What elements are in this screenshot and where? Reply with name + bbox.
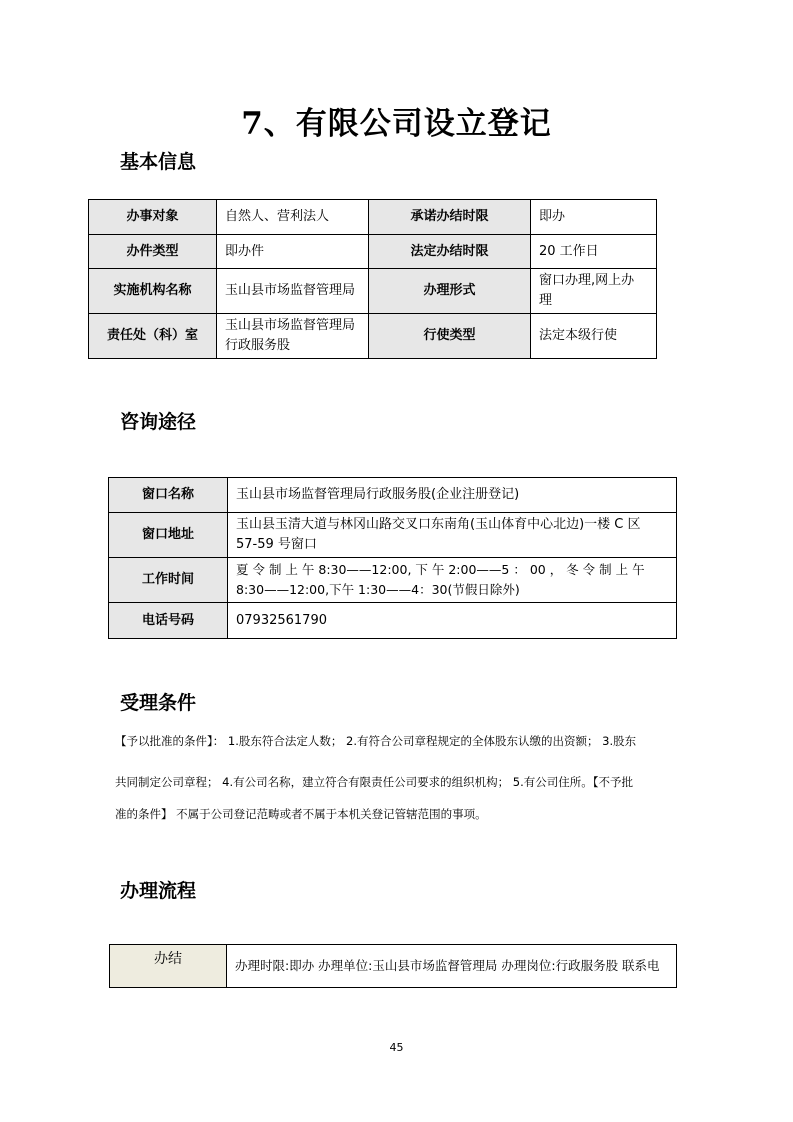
cell-label: 实施机构名称: [89, 269, 217, 314]
cell-label: 责任处（科）室: [89, 314, 217, 359]
cell-value: [531, 269, 657, 314]
cell-value-line: 57-59 号窗口: [236, 537, 317, 552]
cell-value-line: 玉山县玉清大道与林冈山路交叉口东南角(玉山体育中心北边)一楼 C 区: [236, 517, 641, 532]
cell-value: 20 工作日: [531, 235, 657, 269]
cell-value: 玉山县市场监督管理局行政服务股(企业注册登记): [228, 478, 677, 513]
cell-label: 工作时间: [109, 558, 228, 603]
table-row: [89, 235, 657, 269]
cell-value-line: 窗口办理,网上办: [539, 273, 635, 288]
table-row: [110, 945, 677, 988]
cell-label: 办理形式: [369, 269, 531, 314]
section-heading-conditions: 受理条件: [120, 692, 197, 714]
cell-value-line: 玉山县市场监督管理局: [225, 318, 356, 333]
cell-value: 玉山县市场监督管理局: [217, 269, 369, 314]
cell-label: 承诺办结时限: [369, 200, 531, 235]
cell-value: 即办件: [217, 235, 369, 269]
cell-value-line: 8:30——12:00,下午 1:30——4：30(节假日除外): [236, 582, 520, 597]
page-title: 7、有限公司设立登记: [241, 106, 552, 142]
cell-label: 电话号码: [109, 603, 228, 639]
cell-value-line: 夏 令 制 上 午 8:30——12:00, 下 午 2:00——5 ： 00 ， 冬 令 制 上 午: [236, 562, 645, 577]
conditions-line-3: 准的条件】 不属于公司登记范畴或者不属于本机关登记管辖范围的事项。: [115, 807, 487, 821]
cell-value-line: 行政服务股: [225, 338, 291, 353]
conditions-line-1: 【予以批准的条件】： 1.股东符合法定人数； 2.有符合公司章程规定的全体股东认缴的出资额； 3.股东: [115, 734, 637, 748]
section-heading-basic-info: 基本信息: [120, 151, 197, 173]
cell-label: 行使类型: [369, 314, 531, 359]
process-label: 办结: [110, 945, 227, 988]
process-value: 办理时限:即办 办理单位:玉山县市场监督管理局 办理岗位:行政服务股 联系电: [227, 945, 677, 988]
cell-value: [228, 558, 677, 603]
cell-label: 窗口名称: [109, 478, 228, 513]
table-row: [109, 558, 677, 603]
cell-value: 即办: [531, 200, 657, 235]
cell-value: 自然人、营利法人: [217, 200, 369, 235]
cell-label: 法定办结时限: [369, 235, 531, 269]
table-row: [109, 478, 677, 513]
table-row: [109, 603, 677, 639]
section-heading-process: 办理流程: [120, 880, 197, 902]
cell-value: [217, 314, 369, 359]
cell-label: 办件类型: [89, 235, 217, 269]
cell-value: 法定本级行使: [531, 314, 657, 359]
cell-value: [228, 513, 677, 558]
table-row: [89, 269, 657, 314]
table-row: [89, 200, 657, 235]
page-number: 45: [389, 1041, 404, 1054]
conditions-line-2: 共同制定公司章程； 4.有公司名称，建立符合有限责任公司要求的组织机构； 5.有公司住所。【不予批: [115, 775, 634, 789]
cell-value-line: 理: [539, 293, 553, 308]
cell-label: 办事对象: [89, 200, 217, 235]
table-row: [89, 314, 657, 359]
process-table: [109, 944, 677, 988]
section-heading-consult: 咨询途径: [120, 411, 197, 433]
table-row: [109, 513, 677, 558]
cell-value: 07932561790: [228, 603, 677, 639]
consult-table: [108, 477, 677, 639]
cell-label: 窗口地址: [109, 513, 228, 558]
basic-info-table: [88, 199, 657, 359]
